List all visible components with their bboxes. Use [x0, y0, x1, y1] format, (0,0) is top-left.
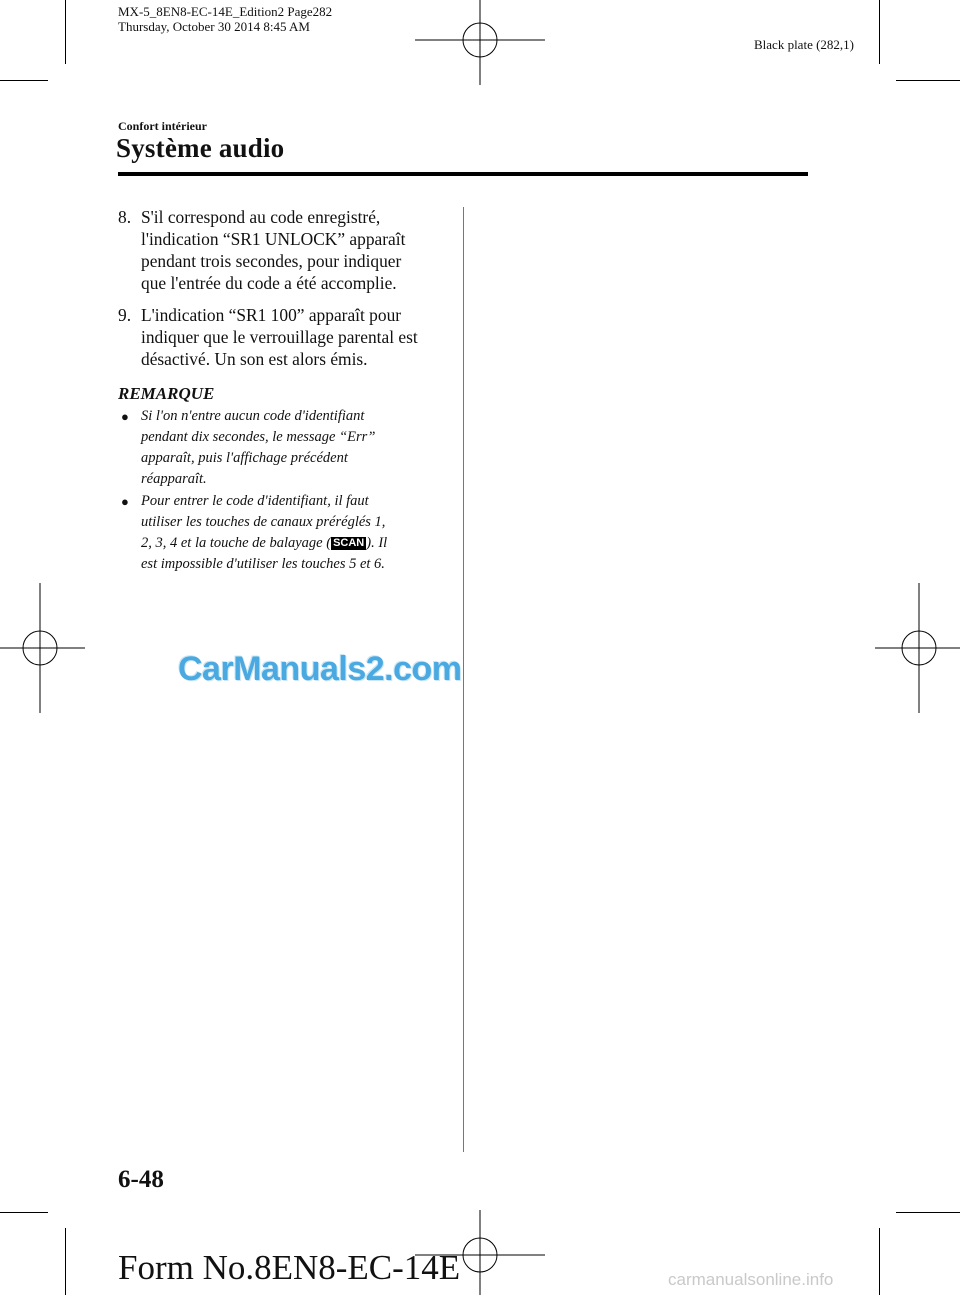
watermark-logo: CarManuals2.com	[178, 650, 462, 688]
date-line: Thursday, October 30 2014 8:45 AM	[118, 19, 310, 34]
step-number: 9.	[118, 305, 132, 325]
crop-mark	[65, 0, 66, 64]
footer-site-link[interactable]: carmanualsonline.info	[668, 1270, 834, 1289]
step-list	[118, 206, 448, 380]
page-title: Système audio	[116, 133, 285, 163]
crop-mark	[0, 1212, 48, 1213]
step-line: désactivé. Un son est alors émis.	[141, 349, 368, 369]
crop-mark	[879, 0, 880, 64]
step-line: S'il correspond au code enregistré,	[141, 207, 381, 227]
page-number: 6-48	[118, 1166, 164, 1193]
note-line: pendant dix secondes, le message “Err”	[141, 429, 376, 445]
step-item	[118, 206, 448, 294]
crop-mark	[0, 80, 48, 81]
note-line: réapparaît.	[141, 471, 207, 487]
form-number: Form No.8EN8-EC-14E	[118, 1248, 461, 1287]
registration-mark-icon	[875, 583, 960, 713]
registration-mark-icon	[415, 0, 545, 85]
title-rule	[118, 172, 808, 176]
print-header	[118, 4, 332, 34]
step-line: indiquer que le verrouillage parental est	[141, 327, 418, 347]
crop-mark	[65, 1228, 66, 1295]
section-label: Confort intérieur	[118, 119, 207, 133]
scan-key-icon: SCAN	[333, 537, 365, 549]
step-number: 8.	[118, 207, 132, 227]
note-item	[118, 406, 453, 490]
note-line: utiliser les touches de canaux préréglés 1,	[141, 514, 386, 530]
crop-mark	[879, 1228, 880, 1295]
note-line: Si l'on n'entre aucun code d'identifiant	[141, 408, 365, 424]
bullet-icon: ●	[121, 494, 129, 509]
registration-mark-icon	[0, 583, 85, 713]
file-line: MX-5_8EN8-EC-14E_Edition2 Page282	[118, 4, 333, 19]
crop-mark	[896, 80, 960, 81]
step-line: pendant trois secondes, pour indiquer	[141, 251, 402, 271]
column-divider	[463, 207, 464, 1152]
step-item	[118, 304, 448, 370]
note-text: 2, 3, 4 et la touche de balayage (	[141, 535, 332, 551]
step-line: que l'entrée du code a été accomplie.	[141, 273, 397, 293]
note-list	[118, 406, 453, 576]
crop-mark	[896, 1212, 960, 1213]
note-line: est impossible d'utiliser les touches 5 et 6.	[141, 556, 385, 572]
note-line: Pour entrer le code d'identifiant, il faut	[141, 493, 369, 509]
step-line: L'indication “SR1 100” apparaît pour	[141, 305, 402, 325]
bullet-icon: ●	[121, 409, 129, 424]
note-line: apparaît, puis l'affichage précédent	[141, 450, 348, 466]
note-heading: REMARQUE	[118, 384, 215, 403]
plate-label: Black plate (282,1)	[754, 37, 854, 52]
step-line: l'indication “SR1 UNLOCK” apparaît	[141, 229, 406, 249]
note-line	[141, 533, 453, 554]
note-text: ). Il	[366, 535, 388, 551]
note-item	[118, 491, 453, 575]
